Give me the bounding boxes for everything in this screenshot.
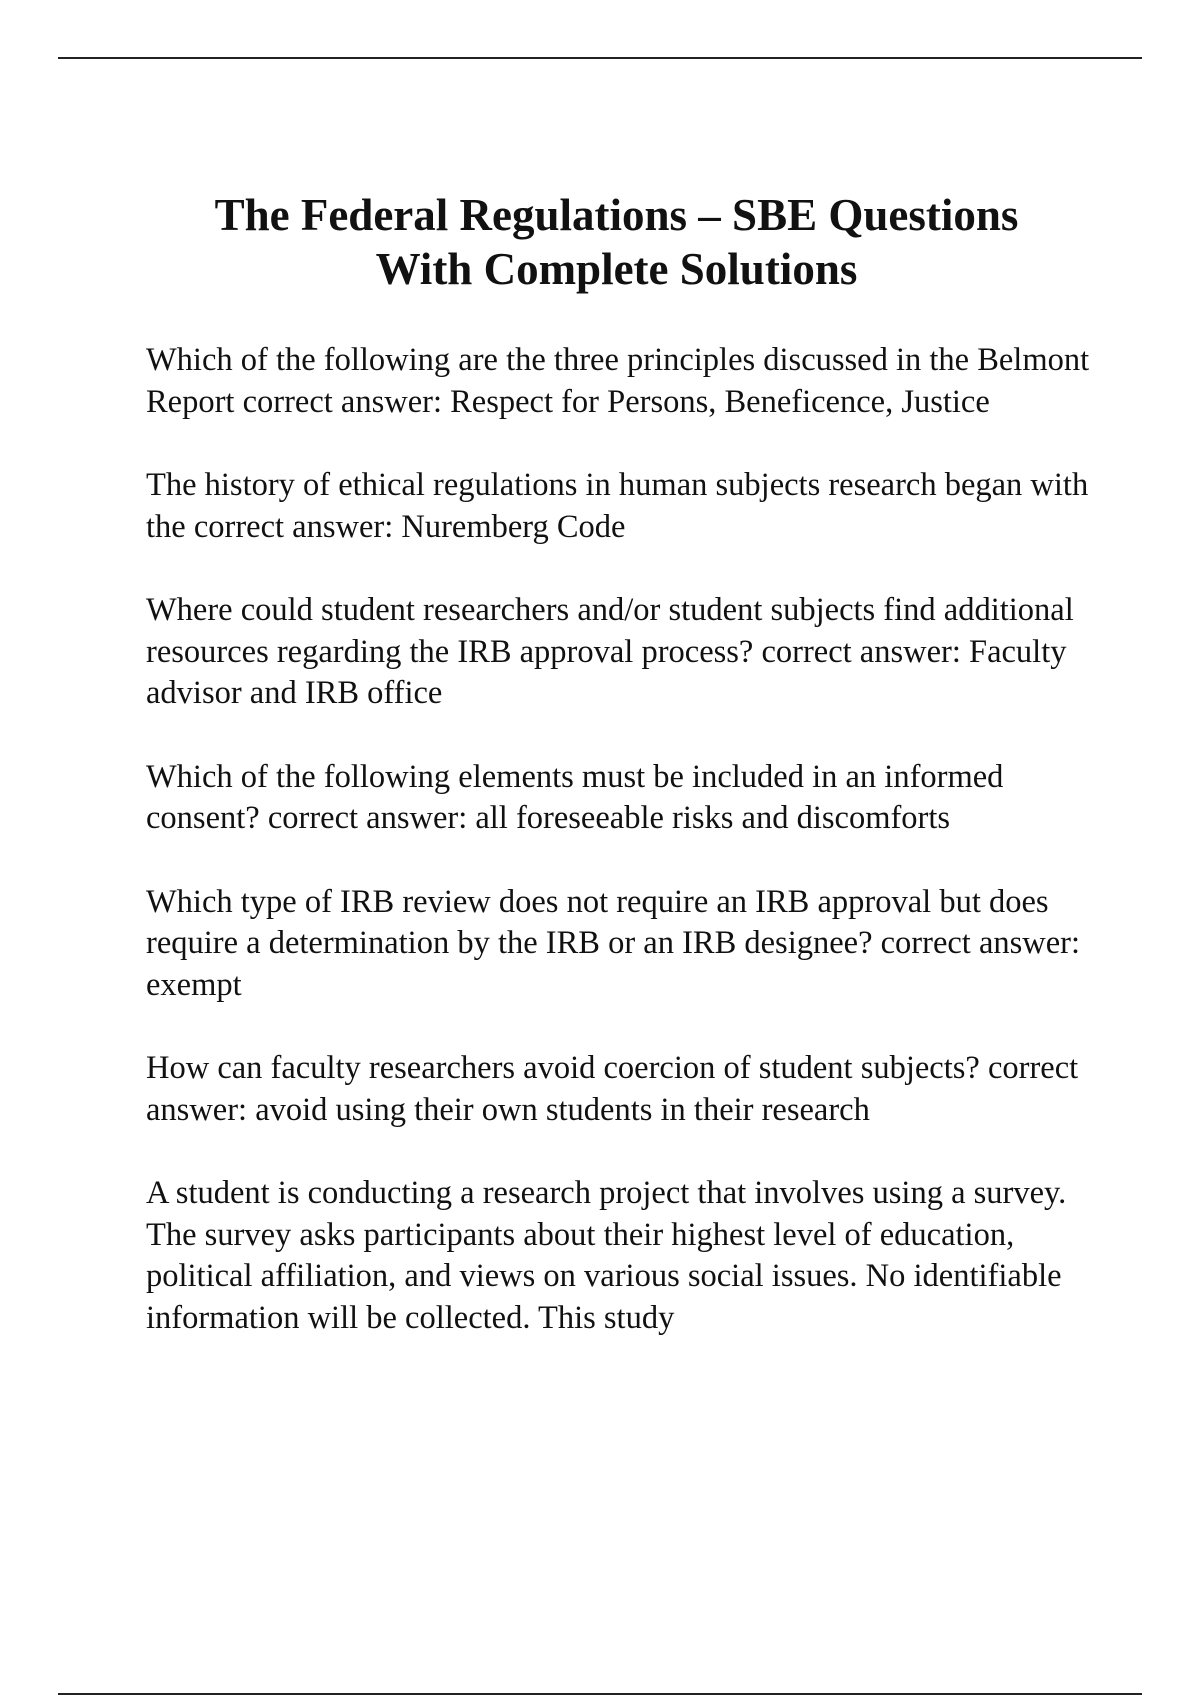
qa-item-3: Where could student researchers and/or student subjects find additional resources regarding the IRB approval process? correct answer: Faculty advisor and IRB office <box>146 592 1074 711</box>
bottom-rule <box>58 1693 1142 1695</box>
qa-item-6: How can faculty researchers avoid coercion of student subjects? correct answer: avoid using their own students in their research <box>146 1050 1079 1128</box>
page-title-line-1: The Federal Regulations – SBE Questions <box>214 190 1019 240</box>
qa-list <box>146 340 1106 1381</box>
qa-item-2: The history of ethical regulations in human subjects research began with the correct answer: Nuremberg Code <box>146 467 1089 545</box>
qa-item-4: Which of the following elements must be included in an informed consent? correct answer: all foreseeable risks and discomforts <box>146 758 1004 836</box>
qa-item-1: Which of the following are the three principles discussed in the Belmont Report correct answer: Respect for Persons, Beneficence, Justice <box>146 342 1090 420</box>
page-title <box>0 188 1200 296</box>
page-title-line-2: With Complete Solutions <box>375 244 858 294</box>
top-rule <box>58 57 1142 59</box>
qa-item-5: Which type of IRB review does not require an IRB approval but does require a determination by the IRB or an IRB designee? correct answer: exempt <box>146 883 1081 1003</box>
qa-item-7: A student is conducting a research project that involves using a survey. The survey asks participants about their highest level of education, political affiliation, and views on various social issues. No identifiable information will be collected. This study <box>146 1175 1067 1336</box>
